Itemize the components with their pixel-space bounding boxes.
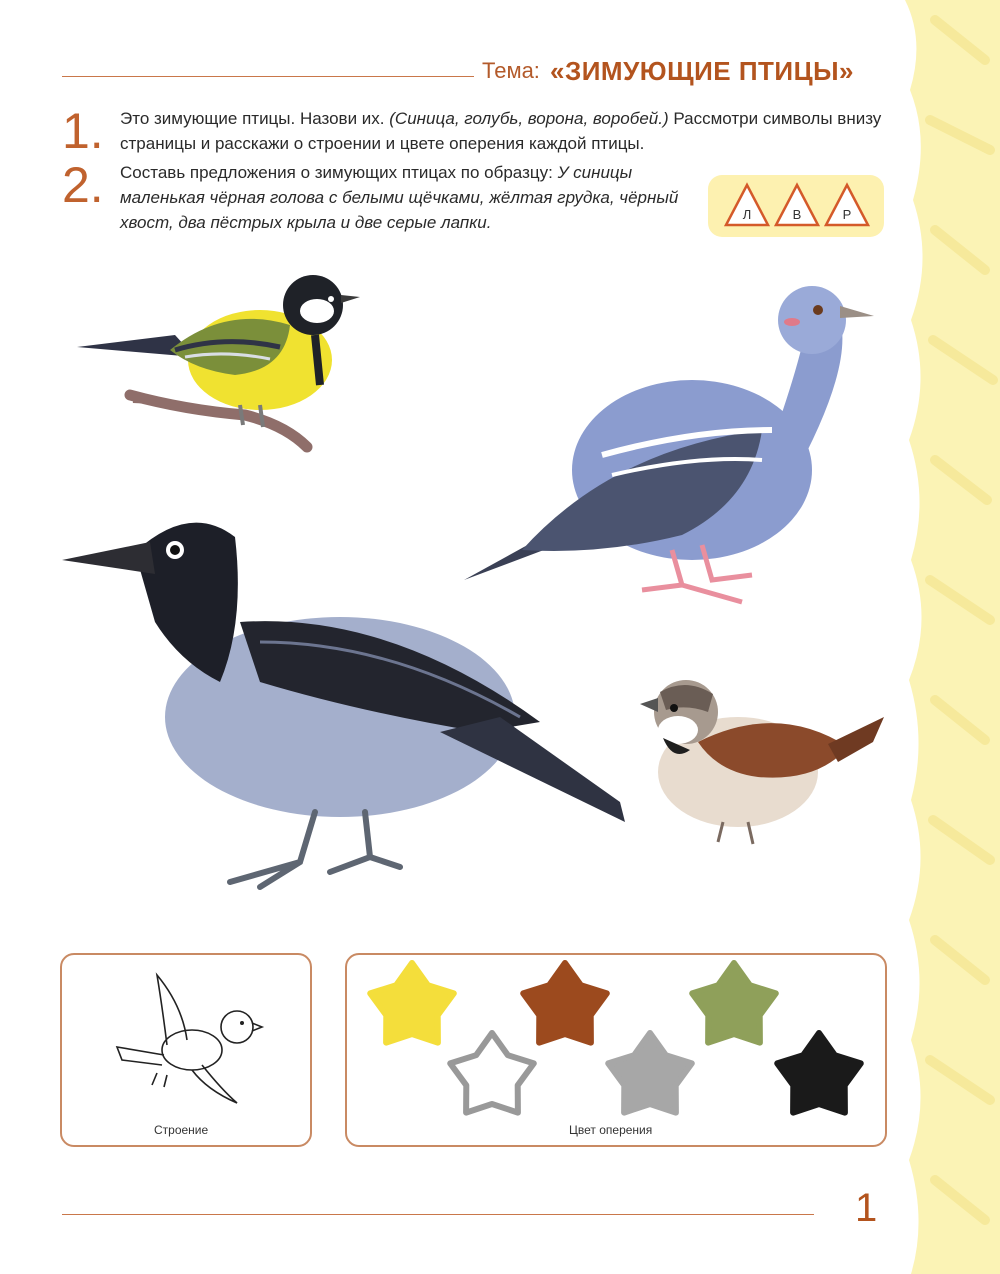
color-star-brown: [523, 963, 607, 1043]
decorative-strip: [905, 0, 1000, 1274]
color-star-grey: [608, 1033, 692, 1113]
hooded-crow-illustration: [60, 512, 630, 900]
task-1-text-start: Это зимующие птицы. Назови их.: [120, 109, 385, 128]
plumage-color-box: [345, 953, 887, 1147]
color-star-white: [450, 1033, 534, 1113]
bird-outline-icon: [112, 965, 262, 1105]
task-2-text: [120, 160, 685, 235]
task-1-text-italic: (Синица, голубь, ворона, воробей.): [389, 109, 669, 128]
task-2-number: 2.: [62, 157, 104, 213]
header-rule: [62, 76, 474, 77]
symbol-l-label: Л: [742, 207, 752, 222]
triangle-symbol-v: [774, 183, 820, 227]
color-star-olive: [692, 963, 776, 1043]
topic-prefix: Тема:: [482, 58, 540, 83]
color-star-black: [777, 1033, 861, 1113]
task-1-number: 1.: [62, 103, 104, 159]
triangle-symbol-r: [824, 183, 870, 227]
sparrow-illustration: [638, 672, 886, 848]
plumage-color-caption: Цвет оперения: [569, 1123, 653, 1137]
task-2-text-italic: У синицы маленькая чёрная голова с белыми щёчками, жёлтая грудка, чёрный хвост, два пёстрых крыла и две серые лапки.: [120, 163, 679, 232]
footer-rule: [62, 1214, 814, 1215]
symbol-r-label: Р: [842, 207, 852, 222]
task-1-text-end: Рассмотри символы внизу страницы и расскажи о строении и цвете оперения каждой птицы.: [120, 109, 882, 153]
structure-box: [60, 953, 312, 1147]
great-tit-illustration: [75, 275, 360, 460]
triangle-symbol-l: [724, 183, 770, 227]
page-number: 1: [855, 1186, 878, 1230]
task-2-text-start: Составь предложения о зимующих птицах по образцу:: [120, 163, 553, 182]
task-1-text: [120, 106, 890, 156]
color-star-yellow: [370, 963, 454, 1043]
structure-caption: Строение: [154, 1123, 209, 1137]
symbol-v-label: В: [792, 207, 802, 222]
topic-title: «ЗИМУЮЩИЕ ПТИЦЫ»: [550, 56, 854, 86]
plumage-color-swatches: [347, 955, 885, 1145]
symbols-box: [708, 175, 884, 237]
